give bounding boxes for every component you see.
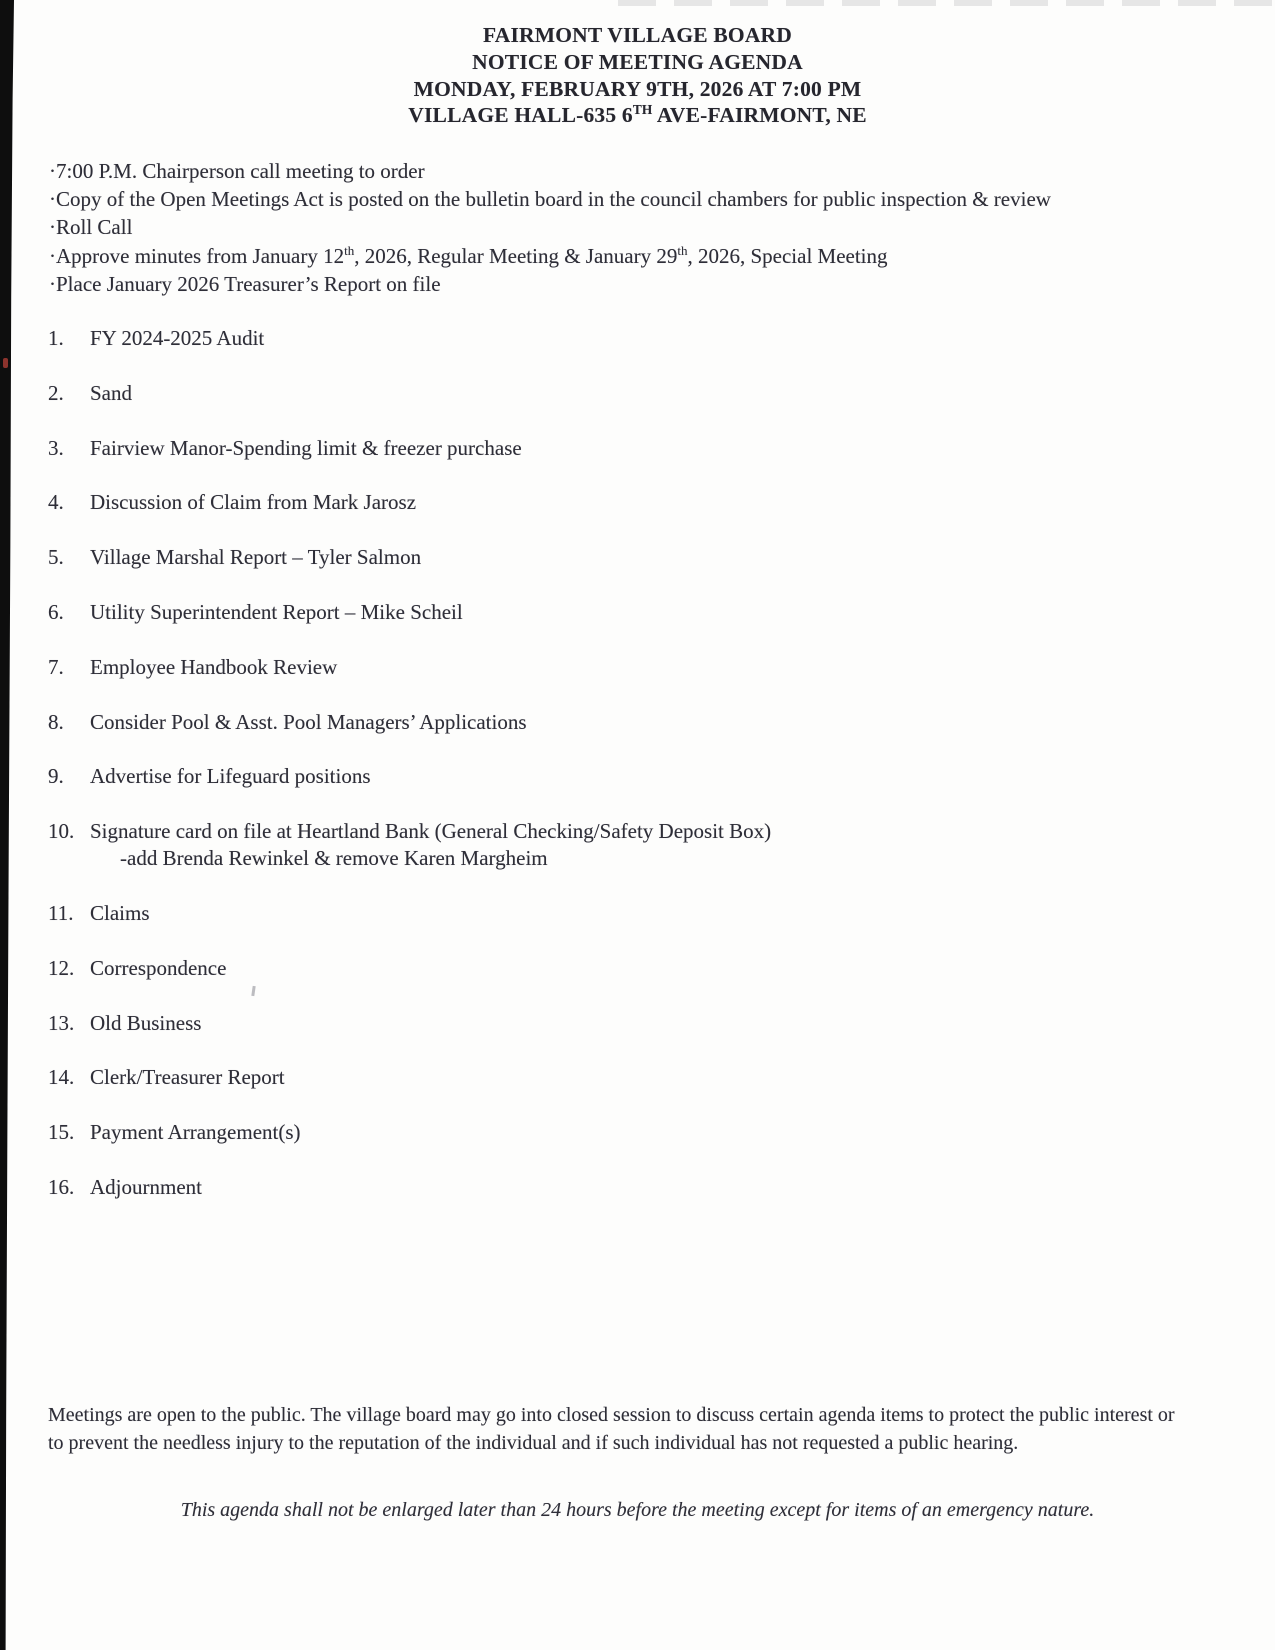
agenda-item-number: 11.	[48, 900, 74, 925]
agenda-item	[48, 325, 1235, 352]
header-line: VILLAGE HALL-635 6TH AVE-FAIRMONT, NE	[408, 102, 867, 128]
agenda-item-number: 9.	[48, 764, 64, 789]
agenda-item-number: 13.	[48, 1010, 75, 1035]
preliminary-line: ·Roll Call	[49, 215, 133, 240]
agenda-item-text: Consider Pool & Asst. Pool Managers’ Applications	[90, 709, 527, 734]
agenda-item-text: Employee Handbook Review	[90, 654, 338, 679]
agenda-item	[48, 544, 1235, 571]
scan-edge-artifact-top	[618, 0, 1275, 6]
agenda-item-text: Fairview Manor-Spending limit & freezer purchase	[90, 435, 522, 460]
agenda-item	[48, 1174, 1235, 1201]
header-line: MONDAY, FEBRUARY 9TH, 2026 AT 7:00 PM	[413, 76, 862, 101]
agenda-item-text: Advertise for Lifeguard positions	[90, 764, 371, 789]
scan-speck-red	[3, 358, 8, 368]
agenda-item-number: 15.	[48, 1120, 75, 1145]
preliminary-line: ·Place January 2026 Treasurer’s Report on file	[49, 271, 441, 296]
agenda-item	[48, 654, 1235, 681]
agenda-item-number: 8.	[48, 709, 64, 734]
agenda-item-number: 6.	[48, 599, 64, 624]
agenda-item	[48, 955, 1235, 982]
agenda-item	[48, 599, 1235, 626]
agenda-item-text: Discussion of Claim from Mark Jarosz	[90, 490, 417, 515]
agenda-item-text: Village Marshal Report – Tyler Salmon	[90, 545, 422, 570]
agenda-item-number: 14.	[48, 1065, 75, 1090]
agenda-item-number: 5.	[48, 545, 64, 570]
agenda-item-text: Old Business	[90, 1010, 202, 1035]
agenda-item-number: 1.	[48, 326, 64, 350]
agenda-item	[48, 709, 1235, 736]
agenda-item	[48, 818, 1235, 872]
header-line: FAIRMONT VILLAGE BOARD	[482, 23, 793, 47]
agenda-item	[48, 435, 1235, 462]
agenda-disclaimer: This agenda shall not be enlarged later than 24 hours before the meeting except for items of an emergency nature.	[180, 1499, 1095, 1521]
header-line: NOTICE OF MEETING AGENDA	[472, 49, 803, 74]
agenda-item-number: 10.	[48, 819, 75, 844]
agenda-item-number: 4.	[48, 490, 64, 515]
agenda-item	[48, 900, 1235, 927]
preliminary-line: ·Approve minutes from January 12th, 2026, Regular Meeting & January 29th, 2026, Special Meeting	[49, 242, 888, 268]
public-notice: Meetings are open to the public. The village board may go into closed session to discuss certain agenda items to protect the public interest or to prevent the needless injury to the reputation of the individual and if such individual has not requested a public hearing.	[48, 1404, 1175, 1454]
agenda-item-number: 7.	[48, 654, 64, 679]
agenda-item-text: Payment Arrangement(s)	[90, 1120, 301, 1145]
agenda-item	[48, 763, 1235, 790]
agenda-item-number: 3.	[48, 435, 64, 460]
agenda-item-number: 2.	[48, 380, 64, 405]
agenda-item-text: Utility Superintendent Report – Mike Scheil	[90, 599, 463, 624]
agenda-item-text: Correspondence	[90, 955, 227, 980]
agenda-item-number: 12.	[48, 955, 75, 980]
agenda-item-text: Sand	[90, 380, 132, 405]
agenda-item-subtext: -add Brenda Rewinkel & remove Karen Margheim	[120, 846, 548, 871]
agenda-list	[48, 325, 1235, 1229]
agenda-item	[48, 1119, 1235, 1146]
agenda-item-number: 16.	[48, 1174, 75, 1199]
agenda-item	[48, 380, 1235, 407]
agenda-item	[48, 1010, 1235, 1037]
preliminary-items	[49, 157, 1247, 298]
agenda-item-text: Adjournment	[90, 1174, 202, 1199]
agenda-item	[48, 1064, 1235, 1091]
agenda-item-text: Signature card on file at Heartland Bank (General Checking/Safety Deposit Box) -add Brenda Rewinkel & remove Karen Margheim	[90, 818, 1235, 872]
preliminary-line: ·7:00 P.M. Chairperson call meeting to order	[49, 159, 425, 183]
agenda-item-text: Claims	[90, 900, 150, 925]
agenda-item-text: FY 2024-2025 Audit	[90, 326, 265, 350]
agenda-item	[48, 489, 1235, 516]
document-header	[0, 22, 1275, 129]
preliminary-line: ·Copy of the Open Meetings Act is posted on the bulletin board in the council chambers for public inspection & review	[49, 187, 1051, 212]
agenda-item-text: Clerk/Treasurer Report	[90, 1065, 285, 1090]
scan-edge-artifact-left	[0, 0, 14, 1650]
